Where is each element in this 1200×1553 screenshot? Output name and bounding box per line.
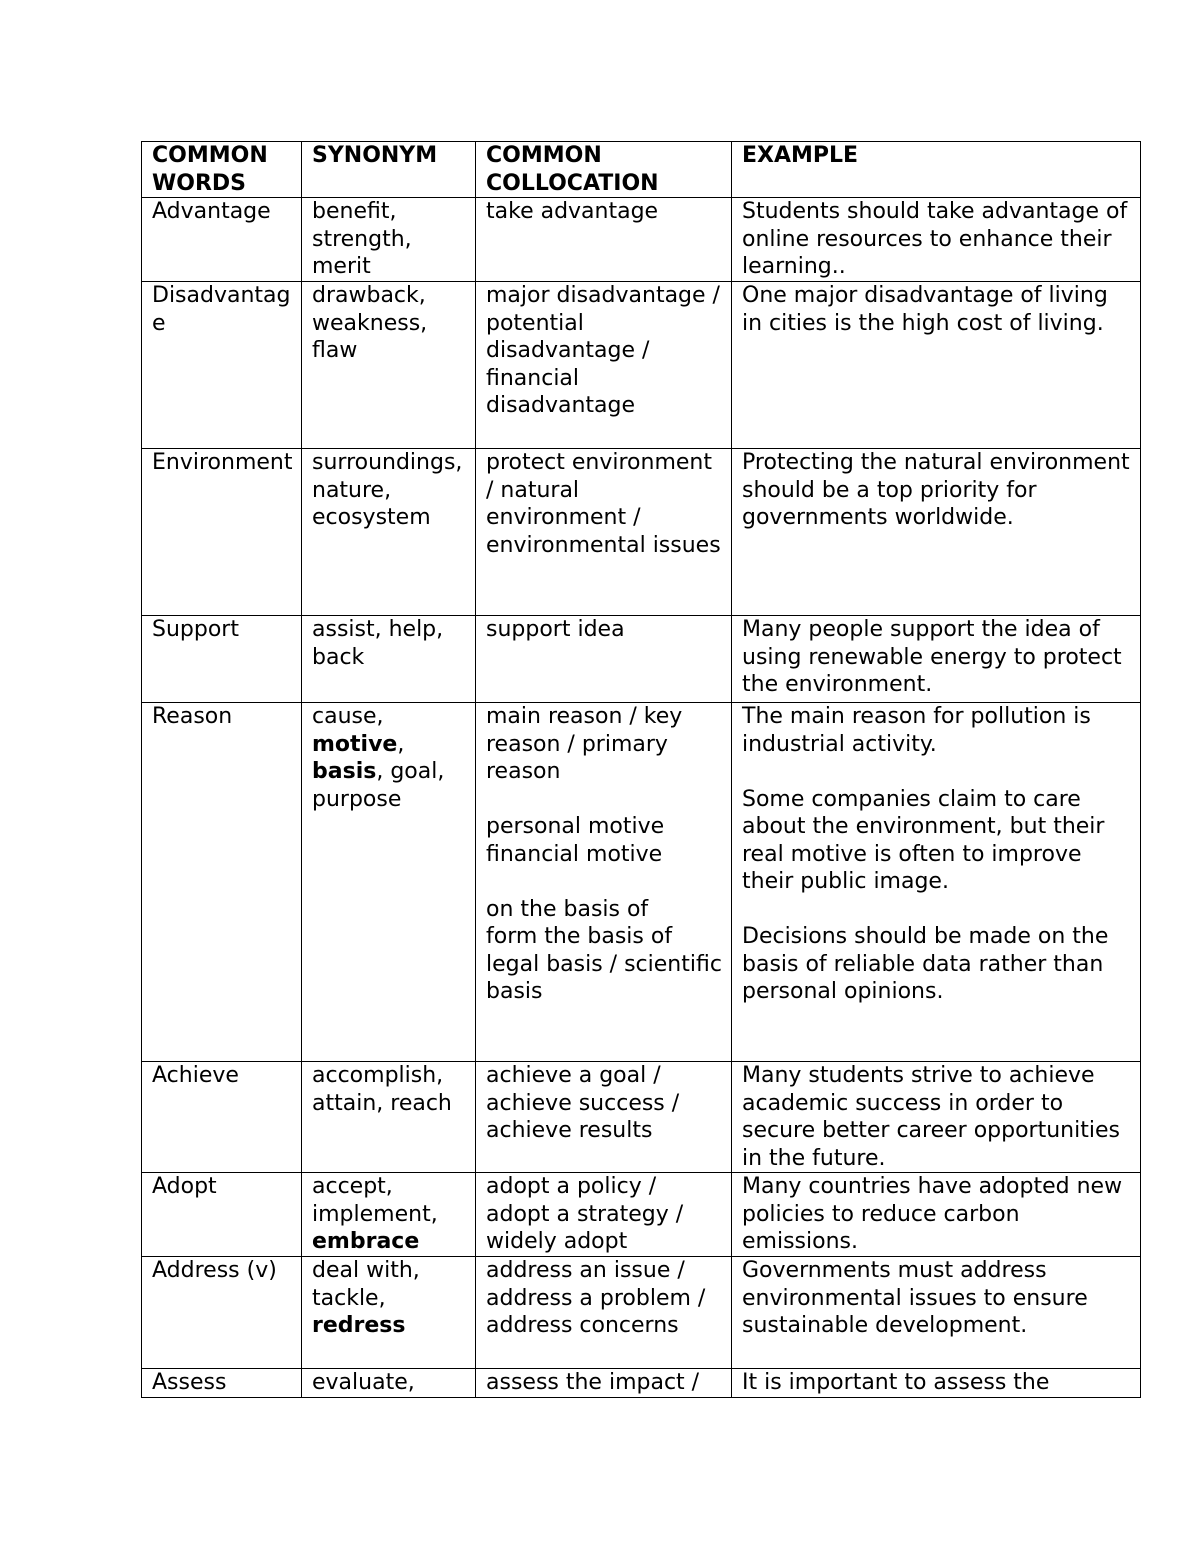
table-row (142, 198, 1141, 282)
collocation-line: on the basis of (486, 896, 649, 922)
word-cell: Address (v) (142, 1257, 302, 1369)
table-row (142, 1257, 1141, 1369)
collocation-line: financial motive (486, 841, 663, 867)
collocation-cell: take advantage (476, 198, 732, 282)
collocation-cell: achieve a goal / achieve success / achieve results (476, 1062, 732, 1173)
example-cell: It is important to assess the (732, 1369, 1141, 1398)
table-row (142, 282, 1141, 449)
synonym-text: cause, (312, 704, 384, 729)
word-cell: Disadvantage (142, 282, 302, 449)
table-row (142, 1062, 1141, 1173)
table-row (142, 703, 1141, 1062)
example-cell: Students should take advantage of online resources to enhance their learning.. (732, 198, 1141, 282)
synonym-text: , (397, 731, 405, 757)
header-common-collocation: COMMON COLLOCATION (476, 142, 732, 198)
synonym-cell (302, 1257, 476, 1369)
collocation-cell: major disadvantage / potential disadvantage / financial disadvantage (476, 282, 732, 449)
collocation-cell: adopt a policy / adopt a strategy / widely adopt (476, 1173, 732, 1257)
example-cell: Many countries have adopted new policies to reduce carbon emissions. (732, 1173, 1141, 1257)
synonym-text: accept, implement, (312, 1174, 438, 1227)
word-cell: Reason (142, 703, 302, 1062)
synonym-cell: accomplish, attain, reach (302, 1062, 476, 1173)
collocation-cell (476, 703, 732, 1062)
collocation-line: form the basis of (486, 924, 673, 949)
example-cell: Many people support the idea of using renewable energy to protect the environment. (732, 616, 1141, 703)
synonym-cell: assist, help, back (302, 616, 476, 703)
word-cell: Adopt (142, 1173, 302, 1257)
example-cell (732, 703, 1141, 1062)
synonym-bold: basis (312, 759, 377, 784)
synonym-bold: redress (312, 1313, 406, 1338)
collocation-cell: assess the impact / (476, 1369, 732, 1398)
word-cell: Assess (142, 1369, 302, 1398)
synonym-text: , goal, purpose (312, 759, 445, 812)
collocation-line: personal motive (486, 814, 665, 839)
synonym-cell (302, 1173, 476, 1257)
example-cell: Many students strive to achieve academic success in order to secure better career opportunities in the future. (732, 1062, 1141, 1173)
collocation-line: main reason / key reason / primary reason (486, 704, 683, 784)
word-cell: Environment (142, 449, 302, 616)
synonym-cell: evaluate, (302, 1369, 476, 1398)
header-synonym: SYNONYM (302, 142, 476, 198)
header-example: EXAMPLE (732, 142, 1141, 198)
word-cell: Achieve (142, 1062, 302, 1173)
synonym-bold: motive (312, 731, 398, 757)
table-row (142, 616, 1141, 703)
synonym-bold: embrace (312, 1229, 420, 1254)
example-cell: Governments must address environmental issues to ensure sustainable development. (732, 1257, 1141, 1369)
collocation-line: legal basis / scientific basis (486, 951, 722, 1004)
table-row (142, 1369, 1141, 1398)
table-header-row (142, 142, 1141, 198)
collocation-cell: protect environment / natural environment / environmental issues (476, 449, 732, 616)
example-paragraph: Some companies claim to care about the environment, but their real motive is often to improve their public image. (742, 786, 1105, 894)
synonym-cell: drawback, weakness, flaw (302, 282, 476, 449)
example-cell: Protecting the natural environment should be a top priority for governments worldwide. (732, 449, 1141, 616)
word-cell: Support (142, 616, 302, 703)
table-row (142, 1173, 1141, 1257)
synonym-text: deal with, tackle, (312, 1258, 420, 1311)
header-common-words: COMMON WORDS (142, 142, 302, 198)
word-cell: Advantage (142, 198, 302, 282)
synonym-cell: surroundings, nature, ecosystem (302, 449, 476, 616)
table-row (142, 449, 1141, 616)
synonym-cell (302, 703, 476, 1062)
collocation-cell: address an issue / address a problem / address concerns (476, 1257, 732, 1369)
collocation-cell: support idea (476, 616, 732, 703)
example-paragraph: The main reason for pollution is industrial activity. (742, 704, 1091, 757)
synonym-cell: benefit, strength, merit (302, 198, 476, 282)
example-cell: One major disadvantage of living in cities is the high cost of living. (732, 282, 1141, 449)
example-paragraph: Decisions should be made on the basis of reliable data rather than personal opinions. (742, 924, 1109, 1004)
vocabulary-table (141, 141, 1141, 1398)
